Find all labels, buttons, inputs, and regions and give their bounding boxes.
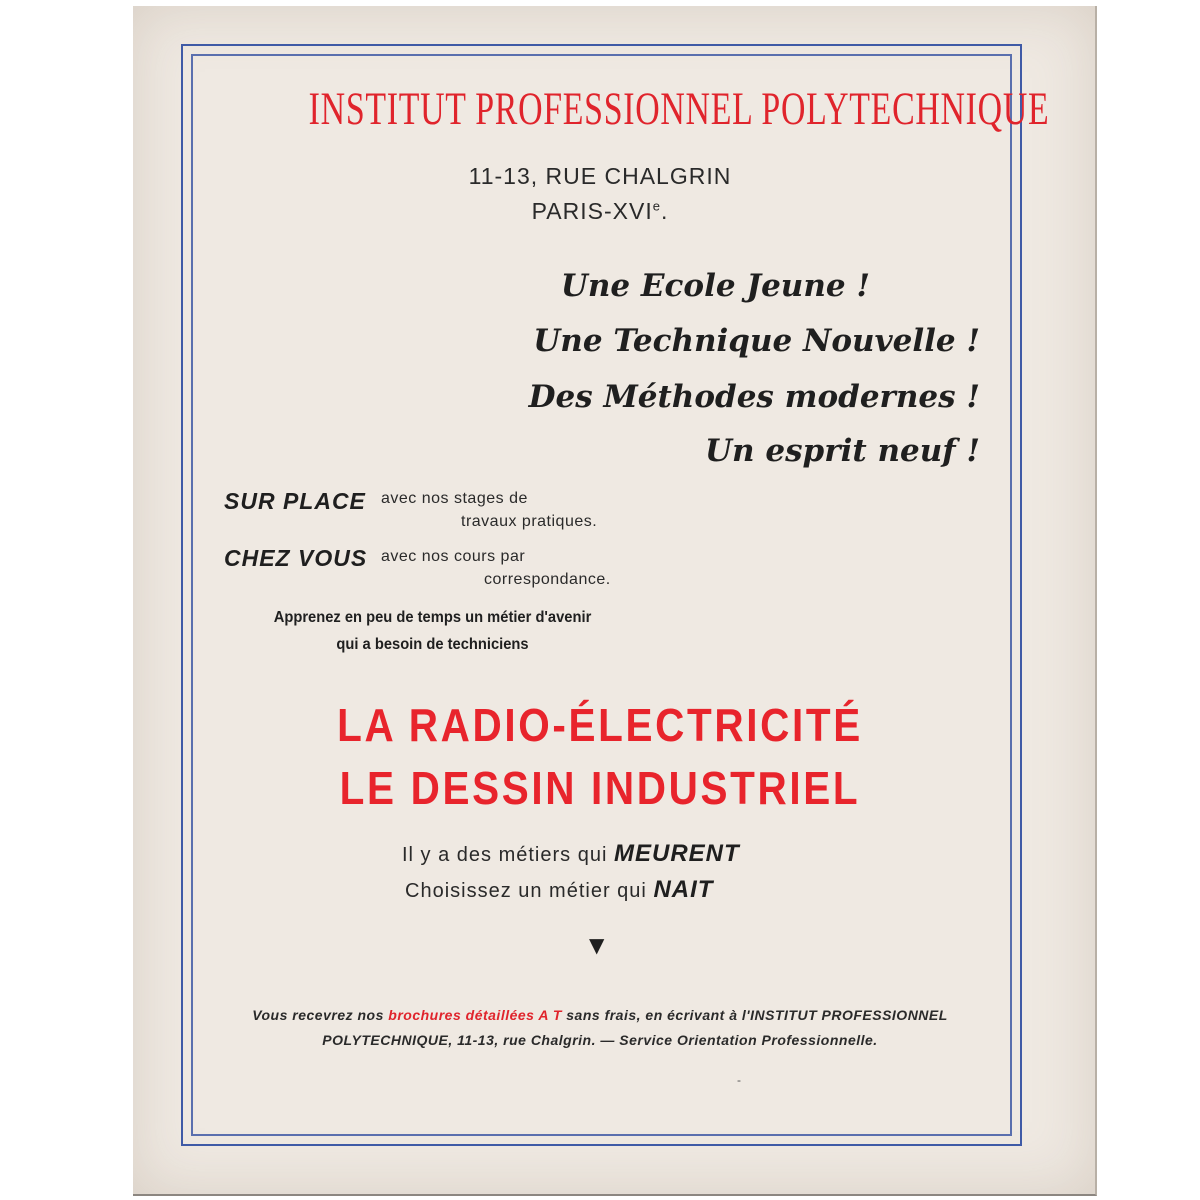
learn-line-1: Apprenez en peu de temps un métier d'avenir	[273, 609, 592, 626]
slogan-young-school: Une Ecole Jeune !	[560, 268, 870, 304]
learn-line-2: qui a besoin de techniciens	[336, 636, 529, 653]
footer-line-1	[200, 1007, 1000, 1023]
city-address	[200, 198, 1000, 225]
city-superscript: e	[652, 198, 661, 214]
onsite-label: SUR PLACE	[224, 488, 366, 514]
footer-brochures: brochures détaillées A T	[388, 1007, 562, 1023]
home-text-2: correspondance.	[484, 571, 611, 588]
footer-line-2: POLYTECHNIQUE, 11-13, rue Chalgrin. — Service Orientation Professionnelle.	[322, 1032, 878, 1048]
stray-dash: -	[737, 1073, 741, 1087]
tagline-born-text: Choisissez un métier qui	[405, 880, 647, 902]
home-text-1: avec nos cours par	[381, 548, 526, 565]
onsite-text-1: avec nos stages de	[381, 490, 528, 507]
field-industrial-drawing: LE DESSIN INDUSTRIEL	[339, 762, 861, 814]
home-label: CHEZ VOUS	[224, 545, 368, 571]
slogan-new-spirit: Un esprit neuf !	[705, 433, 980, 469]
onsite-text-2: travaux pratiques.	[461, 513, 598, 530]
slogan-modern-methods: Des Méthodes modernes !	[528, 379, 980, 415]
field-radio-electricity: LA RADIO-ÉLECTRICITÉ	[337, 699, 863, 751]
city-name: PARIS-XVI	[531, 198, 653, 224]
footer-writing: sans frais, en écrivant à l'INSTITUT PROFESSIONNEL	[566, 1007, 948, 1023]
tagline-dying-emphasis: MEURENT	[613, 840, 740, 867]
tagline-line-2	[405, 876, 713, 904]
street-address: 11-13, RUE CHALGRIN	[468, 163, 732, 189]
city-period: .	[660, 198, 669, 224]
institute-title: INSTITUT PROFESSIONNEL POLYTECHNIQUE	[308, 83, 1050, 135]
down-arrow-icon: ▼	[589, 933, 605, 957]
slogan-new-technique: Une Technique Nouvelle !	[533, 323, 980, 359]
tagline-born-emphasis: NAIT	[653, 876, 714, 903]
tagline-dying-text: Il y a des métiers qui	[402, 844, 608, 866]
footer-intro: Vous recevrez nos	[252, 1007, 384, 1023]
tagline-line-1	[402, 840, 740, 868]
